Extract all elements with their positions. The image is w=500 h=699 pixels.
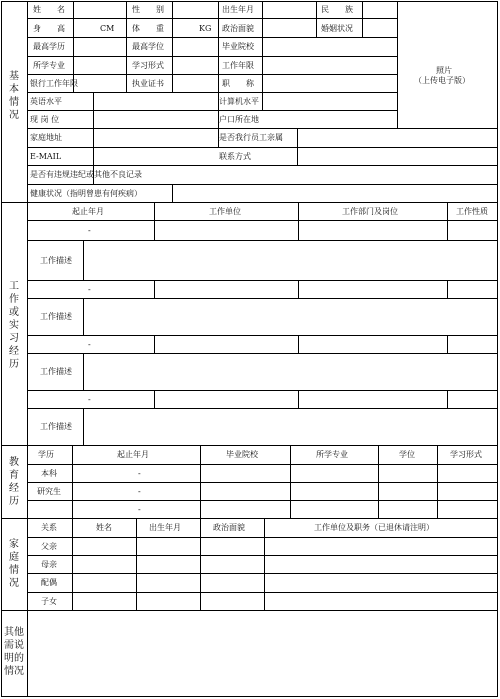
grid-line — [27, 500, 498, 501]
edu-header-school: 毕业院校 — [226, 450, 258, 459]
family-row-father: 父亲 — [41, 542, 57, 551]
grid-line — [154, 335, 155, 353]
grid-line — [298, 202, 299, 240]
label-email: E-MAIL — [30, 152, 62, 161]
label-computer: 计算机水平 — [219, 97, 259, 106]
label-title: 职 称 — [222, 79, 254, 88]
label-contact: 联系方式 — [219, 152, 251, 161]
edu-row-bachelor: 本科 — [41, 469, 57, 478]
label-license: 执业证书 — [132, 79, 164, 88]
weight-unit: KG — [199, 24, 212, 33]
work-period-dash: - — [88, 226, 91, 235]
grid-line — [200, 518, 201, 610]
photo-upload-area[interactable] — [398, 2, 497, 128]
grid-line — [298, 280, 299, 298]
grid-line — [298, 335, 299, 353]
grid-line — [264, 518, 265, 610]
grid-line — [27, 128, 498, 129]
work-desc-label: 工作描述 — [40, 422, 72, 431]
edu-header-degree: 学位 — [399, 450, 415, 459]
work-header-period: 起止年月 — [72, 207, 104, 216]
label-position: 现 岗 位 — [30, 115, 60, 124]
edu-period-dash: - — [138, 505, 141, 514]
family-header-political: 政治面貌 — [213, 523, 245, 532]
grid-line — [298, 390, 299, 408]
grid-line — [27, 482, 498, 483]
section-work-label: 工 作 或 实 习 经 历 — [9, 281, 19, 370]
family-header-birth: 出生年月 — [149, 523, 181, 532]
birth-field[interactable] — [263, 2, 315, 18]
section-line — [1, 445, 498, 446]
edu-header-period: 起止年月 — [117, 450, 149, 459]
photo-note: （上传电子版） — [414, 76, 470, 85]
family-row-children: 子女 — [41, 597, 57, 606]
grid-line — [27, 92, 397, 93]
grid-line — [126, 1, 127, 92]
label-hukou: 户口所在地 — [219, 115, 259, 124]
work-desc-label: 工作描述 — [40, 256, 72, 265]
grid-line — [200, 445, 201, 518]
grid-line — [27, 165, 498, 166]
section-line — [1, 202, 498, 203]
label-bank-years: 银行工作年限 — [30, 79, 78, 88]
label-marital: 婚姻状况 — [321, 24, 353, 33]
grid-line — [27, 592, 498, 593]
work-desc-label: 工作描述 — [40, 367, 72, 376]
grid-line — [27, 555, 498, 556]
grid-line — [447, 390, 448, 408]
label-gender: 性 别 — [132, 5, 164, 14]
edu-row-graduate: 研究生 — [37, 487, 61, 496]
grid-line — [27, 335, 498, 336]
family-header-relation: 关系 — [41, 523, 57, 532]
label-school: 毕业院校 — [222, 42, 254, 51]
family-row-mother: 母亲 — [41, 560, 57, 569]
grid-line — [27, 110, 397, 111]
family-row-spouse: 配偶 — [41, 578, 57, 587]
label-highest-degree: 最高学位 — [132, 42, 164, 51]
grid-line — [447, 280, 448, 298]
grid-line — [27, 390, 498, 391]
label-work-years: 工作年限 — [222, 61, 254, 70]
grid-line — [27, 147, 498, 148]
grid-line — [27, 240, 498, 241]
grid-line — [27, 298, 498, 299]
label-height: 身 高 — [33, 24, 65, 33]
grid-line — [27, 280, 498, 281]
gender-field[interactable] — [173, 2, 217, 18]
family-header-employer: 工作单位及职务（已退休请注明） — [314, 523, 434, 532]
grid-line — [447, 202, 448, 240]
photo-label: 照片 — [436, 66, 452, 75]
grid-line — [27, 56, 397, 57]
label-name: 姓 名 — [33, 5, 65, 14]
work-header-dept: 工作部门及岗位 — [342, 207, 398, 216]
edu-header-degree-level: 学历 — [38, 450, 54, 459]
grid-line — [218, 1, 219, 147]
grid-line — [136, 518, 137, 610]
grid-line — [378, 445, 379, 518]
work-period-dash: - — [88, 285, 91, 294]
ethnic-field[interactable] — [363, 2, 396, 18]
section-edu-label: 教 育 经 历 — [9, 457, 19, 507]
family-header-name: 姓名 — [96, 523, 112, 532]
label-study-form: 学习形式 — [132, 61, 164, 70]
grid-line — [447, 335, 448, 353]
grid-line — [154, 390, 155, 408]
grid-line — [27, 74, 397, 75]
grid-line — [154, 280, 155, 298]
other-notes-field[interactable] — [28, 611, 497, 696]
edu-period-dash: - — [138, 487, 141, 496]
grid-line — [27, 18, 397, 19]
label-ethnic: 民 族 — [321, 5, 353, 14]
grid-line — [83, 240, 84, 280]
label-violation: 是否有违规违纪或其他不良记录 — [30, 170, 142, 179]
grid-line — [154, 202, 155, 240]
grid-line — [297, 128, 298, 166]
section-line — [1, 518, 498, 519]
grid-line — [27, 464, 498, 465]
grid-line — [27, 353, 498, 354]
grid-line — [290, 445, 291, 518]
grid-line — [27, 408, 498, 409]
edu-header-study-form: 学习形式 — [450, 450, 482, 459]
work-desc-label: 工作描述 — [40, 312, 72, 321]
name-field[interactable] — [74, 2, 125, 18]
grid-line — [27, 220, 498, 221]
label-birth: 出生年月 — [222, 5, 254, 14]
work-header-nature: 工作性质 — [456, 207, 488, 216]
section-basic-label: 基 本 情 况 — [9, 71, 19, 121]
label-address: 家庭地址 — [30, 133, 62, 142]
label-political: 政治面貌 — [222, 24, 254, 33]
grid-line — [316, 1, 317, 38]
grid-line — [83, 353, 84, 390]
grid-line — [27, 37, 397, 38]
work-period-dash: - — [88, 340, 91, 349]
section-family-label: 家 庭 情 况 — [9, 539, 19, 589]
edu-period-dash: - — [138, 469, 141, 478]
edu-header-major: 所学专业 — [316, 450, 348, 459]
grid-line — [437, 445, 438, 518]
grid-line — [72, 518, 73, 610]
grid-line — [83, 408, 84, 445]
grid-line — [72, 445, 73, 518]
grid-line — [83, 298, 84, 335]
label-health: 健康状况（指明曾患有何疾病） — [30, 189, 142, 198]
label-major: 所学专业 — [33, 61, 65, 70]
grid-line — [27, 537, 498, 538]
work-header-company: 工作单位 — [209, 207, 241, 216]
label-relative: 是否我行员工亲属 — [219, 133, 283, 142]
label-weight: 体 重 — [132, 24, 164, 33]
work-period-dash: - — [88, 395, 91, 404]
section-other-label: 其他 需说 明的 情况 — [4, 627, 24, 677]
label-english: 英语水平 — [30, 97, 62, 106]
grid-line — [27, 184, 498, 185]
label-highest-edu: 最高学历 — [33, 42, 65, 51]
grid-line — [172, 184, 173, 202]
grid-line — [27, 573, 498, 574]
height-unit: CM — [100, 24, 115, 33]
